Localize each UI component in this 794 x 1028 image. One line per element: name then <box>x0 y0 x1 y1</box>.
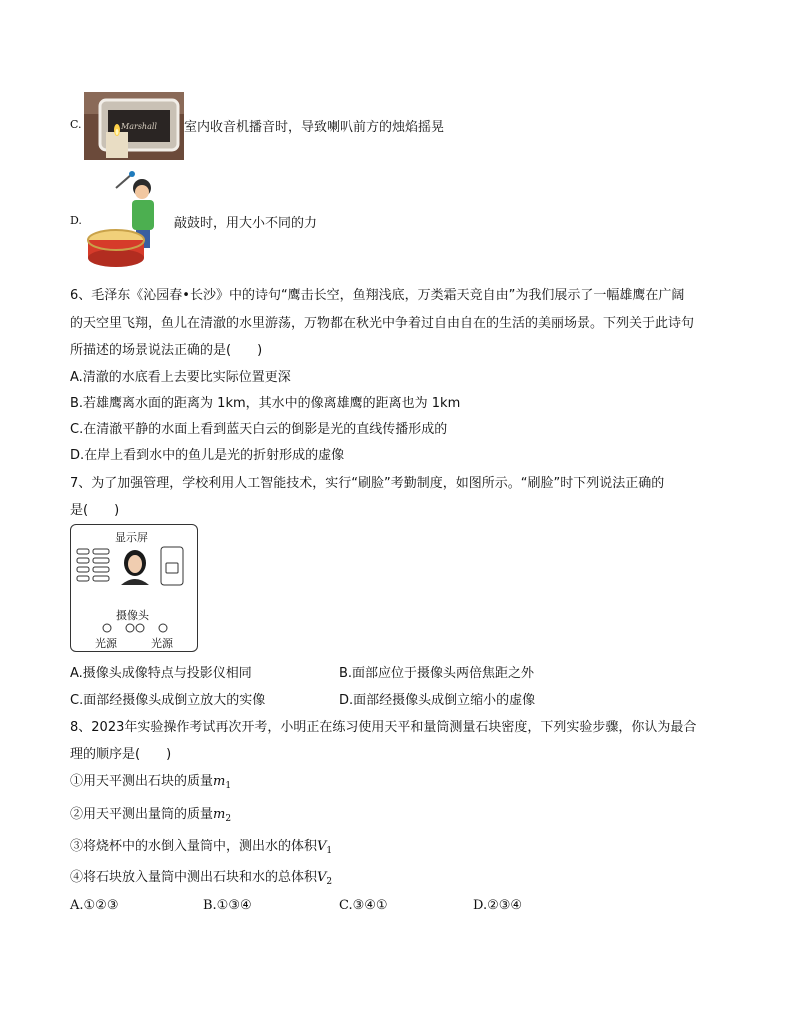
q8-step-3-text: ③将烧杯中的水倒入量筒中，测出水的体积 <box>70 839 318 854</box>
q7-line-1: 7、为了加强管理，学校利用人工智能技术，实行“刷脸”考勤制度，如图所示。“刷脸”时下列说法正确的 <box>70 476 665 491</box>
camera-lights-drawing <box>101 622 171 634</box>
radio-candle-image <box>84 92 184 160</box>
face-scanner-figure <box>70 524 198 652</box>
q8-step-4 <box>70 866 332 887</box>
camera-label: 摄像头 <box>116 609 149 622</box>
q6-option-c: C.在清澈平静的水面上看到蓝天白云的倒影是光的直线传播形成的 <box>70 422 448 437</box>
option-c-text: 室内收音机播音时，导致喇叭前方的烛焰摇晃 <box>184 120 445 135</box>
q8-line-1: 8、2023年实验操作考试再次开考，小明正在练习使用天平和量筒测量石块密度，下列实验步骤，你认为最合 <box>70 720 697 735</box>
q8-step-1-text: ①用天平测出石块的质量 <box>70 774 214 789</box>
option-c-label: C. <box>70 118 82 131</box>
light-source-left: 光源 <box>95 637 117 650</box>
q8-step-3 <box>70 835 332 856</box>
q6-line-1: 6、毛泽东《沁园春•长沙》中的诗句“鹰击长空，鱼翔浅底，万类霜天竞自由”为我们展示了一幅雄鹰在广阔 <box>70 288 685 303</box>
q8-option-c: C.③④① <box>339 898 388 913</box>
q8-line-2: 理的顺序是( ) <box>70 747 172 762</box>
q8-step-3-sub: 1 <box>326 846 333 856</box>
q6-option-b: B.若雄鹰离水面的距离为 1km，其水中的像离雄鹰的距离也为 1km <box>70 396 461 411</box>
q8-option-b: B.①③④ <box>203 898 252 913</box>
q6-option-a: A.清澈的水底看上去要比实际位置更深 <box>70 370 291 385</box>
screen-label: 显示屏 <box>115 531 148 544</box>
q8-step-4-var: V <box>317 870 327 885</box>
q8-option-a: A.①②③ <box>70 898 119 913</box>
q6-line-3: 所描述的场景说法正确的是( ) <box>70 343 263 358</box>
q6-option-d: D.在岸上看到水中的鱼儿是光的折射形成的虚像 <box>70 448 345 463</box>
q7-option-d: D.面部经摄像头成倒立缩小的虚像 <box>339 693 536 708</box>
q7-line-2: 是( ) <box>70 503 120 518</box>
q8-step-2-text: ②用天平测出量筒的质量 <box>70 807 214 822</box>
radio-brand-text: Marshall <box>121 122 157 131</box>
option-d-label: D. <box>70 214 82 227</box>
q8-step-2 <box>70 803 231 824</box>
q8-step-2-var: m <box>213 807 226 822</box>
q8-option-d: D.②③④ <box>473 898 523 913</box>
q7-option-b: B.面部应位于摄像头两倍焦距之外 <box>339 666 535 681</box>
q7-option-a: A.摄像头成像特点与投影仪相同 <box>70 666 252 681</box>
q8-step-1-sub: 1 <box>225 781 232 791</box>
q8-step-4-text: ④将石块放入量筒中测出石块和水的总体积 <box>70 870 318 885</box>
option-d-text: 敲鼓时，用大小不同的力 <box>174 216 318 231</box>
q8-step-1-var: m <box>213 774 226 789</box>
q8-step-3-var: V <box>317 839 327 854</box>
scanner-screen-drawing <box>75 543 193 603</box>
q8-step-4-sub: 2 <box>326 877 333 887</box>
drum-boy-image <box>86 170 158 270</box>
q8-step-2-sub: 2 <box>225 814 232 824</box>
light-source-right: 光源 <box>151 637 173 650</box>
q8-step-1 <box>70 770 231 791</box>
q6-line-2: 的天空里飞翔，鱼儿在清澈的水里游荡，万物都在秋光中争着过自由自在的生活的美丽场景。下列关于此诗句 <box>70 316 695 331</box>
q7-option-c: C.面部经摄像头成倒立放大的实像 <box>70 693 266 708</box>
